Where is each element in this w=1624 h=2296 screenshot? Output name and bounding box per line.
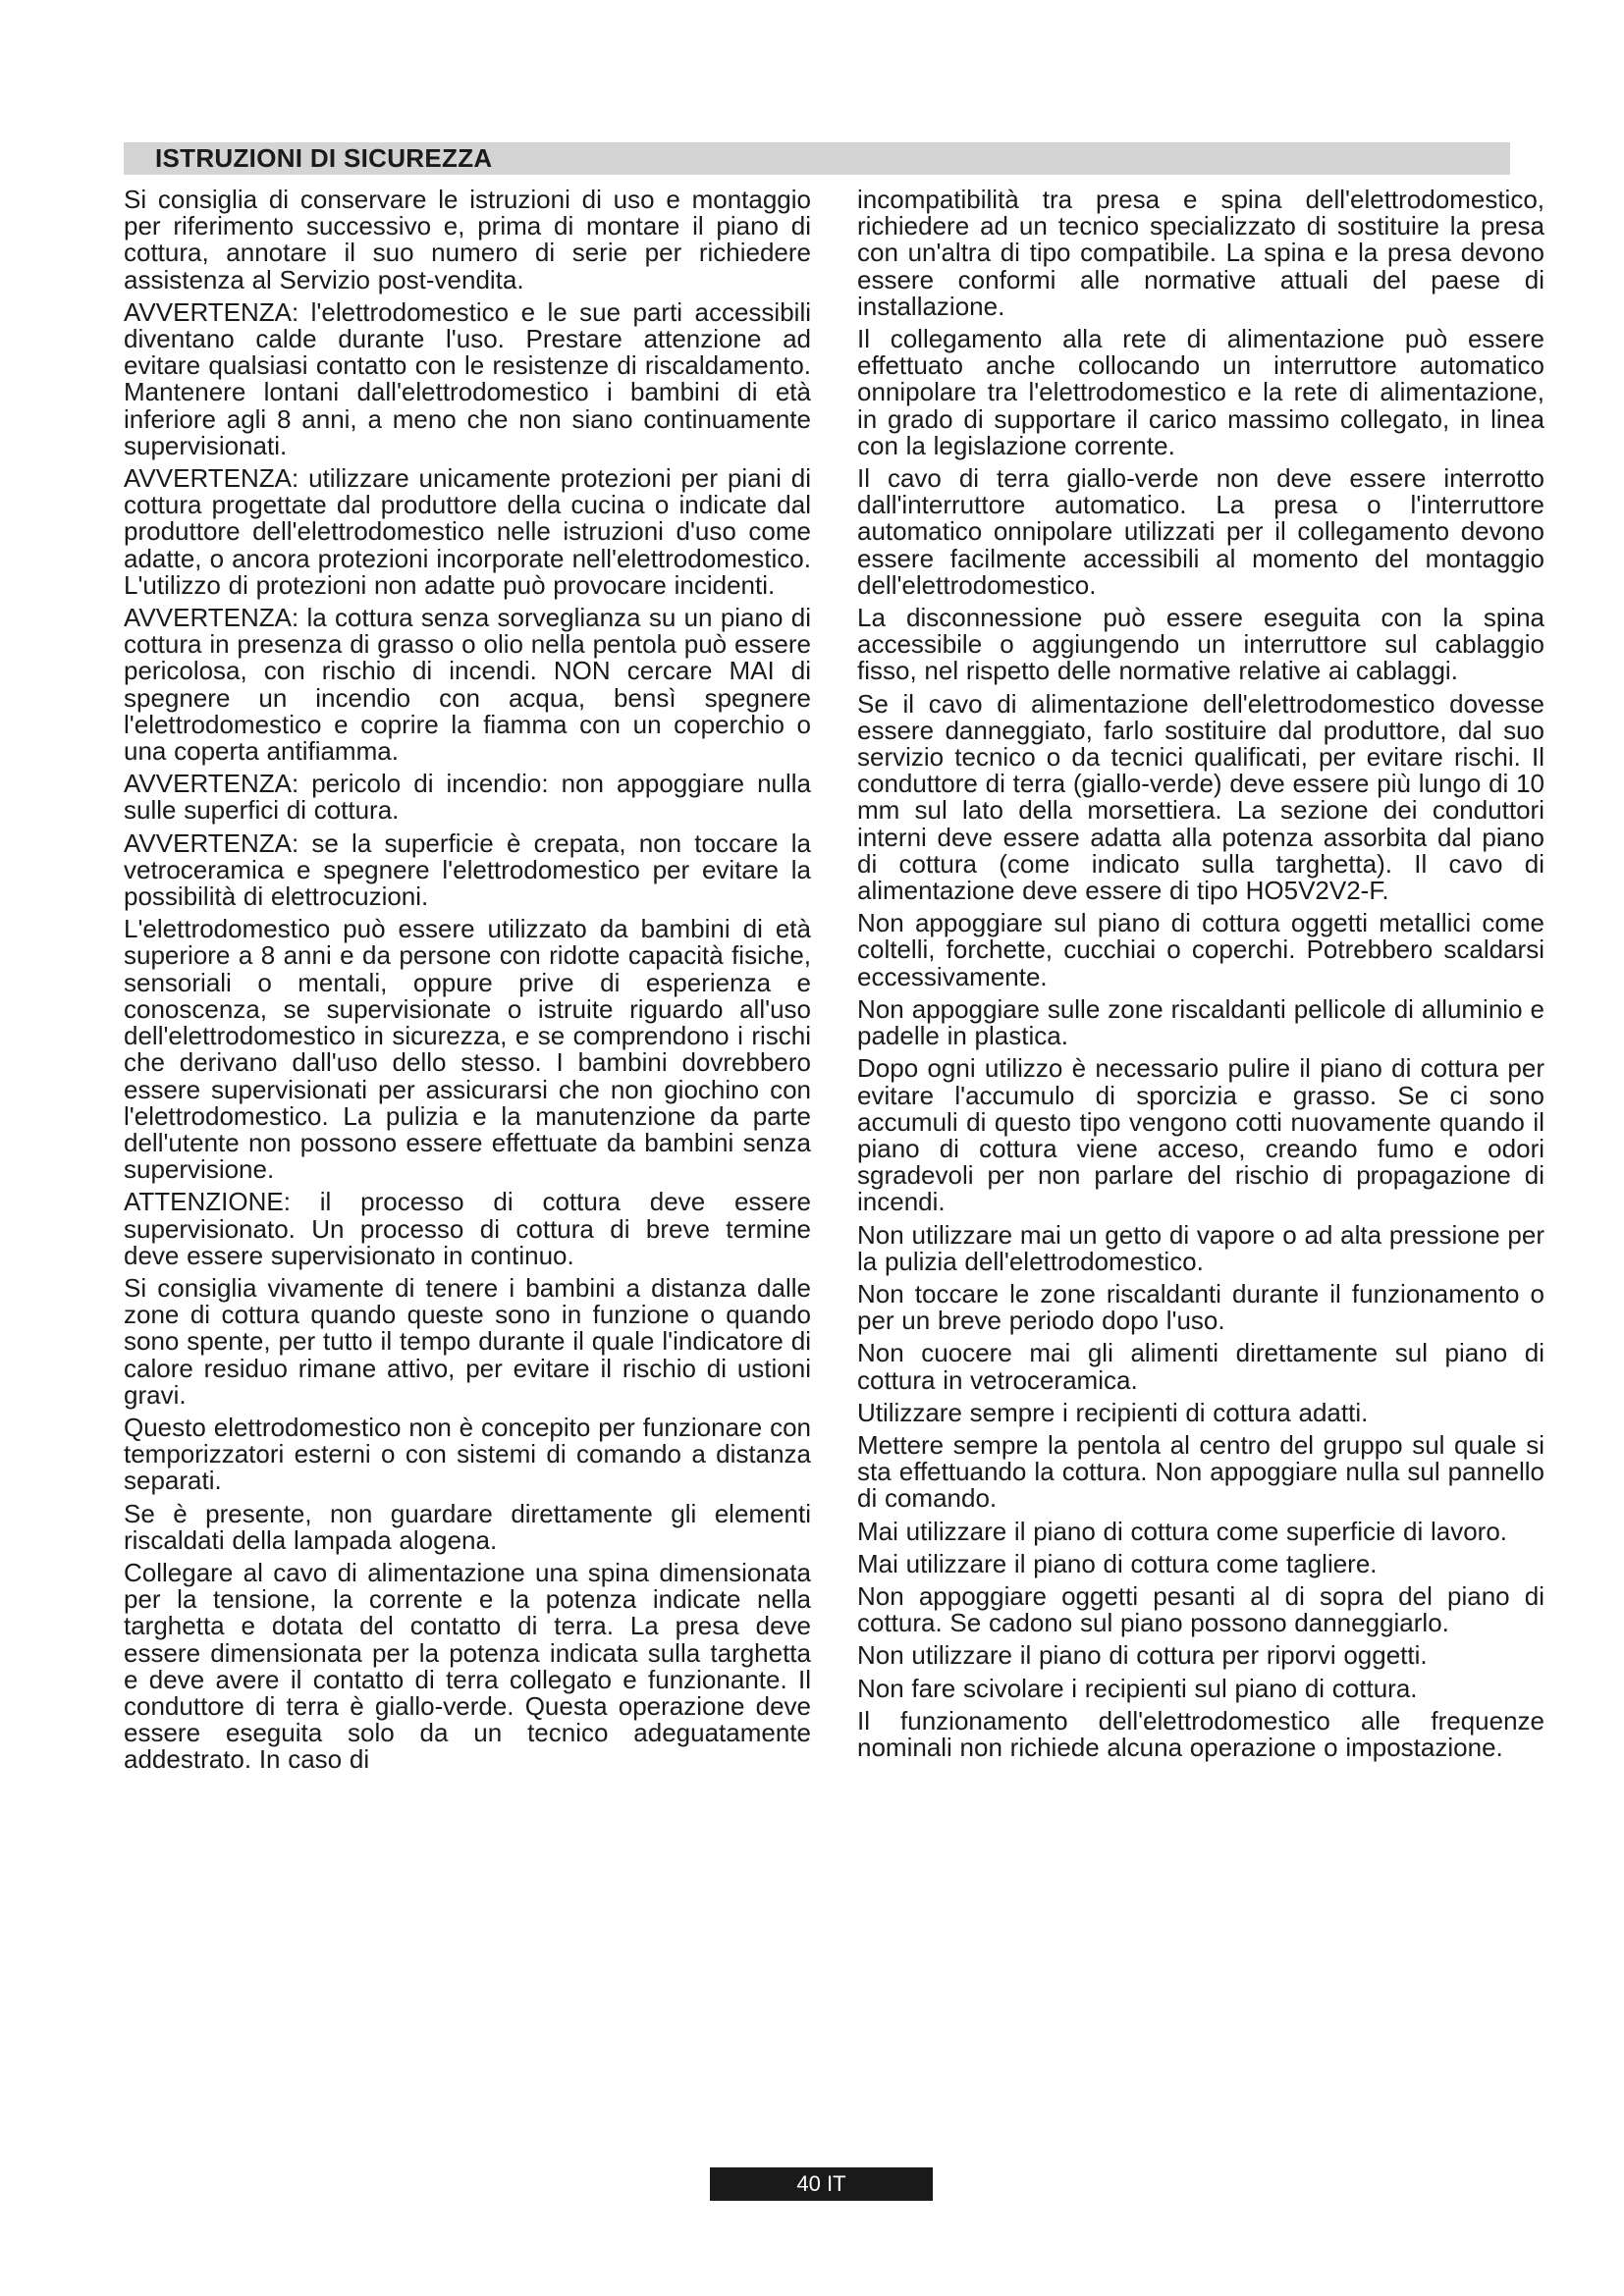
paragraph: Dopo ogni utilizzo è necessario pulire il piano di cottura per evitare l'accumulo di sporcizia e grasso. Se ci sono accumuli di questo tipo vengono cotti nuovamente quando il piano di cottura viene acceso, creando fumo e odori sgradevoli per non parlare del rischio di propagazione di incendi. [857, 1053, 1544, 1217]
paragraph: Non cuocere mai gli alimenti direttamente sul piano di cottura in vetroceramica. [857, 1338, 1544, 1395]
paragraph: Se il cavo di alimentazione dell'elettrodomestico dovesse essere danneggiato, farlo sostituire dal produttore, dal suo servizio tecnico o da tecnici qualificati, per evitare rischi. Il conduttore di terra (giallo-verde) deve essere più lungo di 10 mm sul lato della morsettiera. La sezione dei conduttori interni deve essere adatta alla potenza assorbita dal piano di cottura (come indicato sulla targhetta). Il cavo di alimentazione deve essere di tipo HO5V2V2-F. [857, 688, 1544, 906]
paragraph: Utilizzare sempre i recipienti di cottura adatti. [857, 1397, 1369, 1427]
paragraph: Non appoggiare sul piano di cottura oggetti metallici come coltelli, forchette, cucchiai o coperchi. Potrebbero scaldarsi eccessivamente. [857, 908, 1544, 991]
paragraph: AVVERTENZA: la cottura senza sorveglianza su un piano di cottura in presenza di grasso o olio nella pentola può essere pericolosa, con rischio di incendi. NON cercare MAI di spegnere un incendio con acqua, bensì spegnere l'elettrodomestico e coprire la fiamma con un coperchio o una coperta antifiamma. [124, 603, 811, 767]
paragraph: AVVERTENZA: se la superficie è crepata, non toccare la vetroceramica e spegnere l'elettrodomestico per evitare la possibilità di elettrocuzioni. [124, 828, 811, 912]
paragraph: La disconnessione può essere eseguita con la spina accessibile o aggiungendo un interruttore sul cablaggio fisso, nel rispetto delle normative relative ai cablaggi. [857, 603, 1544, 686]
paragraph: Mettere sempre la pentola al centro del gruppo sul quale si sta effettuando la cottura. Non appoggiare nulla sul pannello di comando. [857, 1429, 1544, 1514]
paragraph: Non appoggiare sulle zone riscaldanti pellicole di alluminio e padelle in plastica. [857, 993, 1544, 1051]
paragraph: Non utilizzare il piano di cottura per riporvi oggetti. [857, 1640, 1428, 1671]
paragraph: Mai utilizzare il piano di cottura come tagliere. [857, 1548, 1378, 1578]
paragraph: AVVERTENZA: pericolo di incendio: non appoggiare nulla sulle superfici di cottura. [124, 769, 811, 826]
paragraph: Il cavo di terra giallo-verde non deve essere interrotto dall'interruttore automatico. La presa o l'interruttore automatico onnipolare utilizzati per il collegamento devono essere facilmente accessibili al momento del montaggio dell'elettrodomestico. [857, 463, 1544, 600]
paragraph: Questo elettrodomestico non è concepito per funzionare con temporizzatori esterni o con sistemi di comando a distanza separati. [124, 1412, 811, 1496]
paragraph: Non utilizzare mai un getto di vapore o ad alta pressione per la pulizia dell'elettrodomestico. [857, 1219, 1544, 1276]
page-number: 40 IT [796, 2171, 846, 2196]
paragraph: Non appoggiare oggetti pesanti al di sopra del piano di cottura. Se cadono sul piano possono danneggiarlo. [857, 1580, 1544, 1638]
left-column [124, 187, 811, 1780]
paragraph: Si consiglia di conservare le istruzioni di uso e montaggio per riferimento successivo e, prima di montare il piano di cottura, annotare il suo numero di serie per richiedere assistenza al Servizio post-vendita. [124, 185, 811, 294]
paragraph: Mai utilizzare il piano di cottura come superficie di lavoro. [857, 1516, 1508, 1546]
paragraph: AVVERTENZA: utilizzare unicamente protezioni per piani di cottura progettate dal produttore della cucina o indicate dal produttore dell'elettrodomestico nelle istruzioni d'uso come adatte, o ancora protezioni incorporate nell'elettrodomestico. L'utilizzo di protezioni non adatte può provocare incidenti. [124, 463, 811, 600]
paragraph: Collegare al cavo di alimentazione una spina dimensionata per la tensione, la corrente e la potenza indicate nella targhetta e dotata del contatto di terra. La presa deve essere dimensionata per la potenza indicata sulla targhetta e deve avere il contatto di terra collegato e funzionante. Il conduttore di terra è giallo-verde. Questa operazione deve essere eseguita solo da un tecnico adeguatamente addestrato. In caso di [124, 1557, 811, 1775]
paragraph: AVVERTENZA: l'elettrodomestico e le sue parti accessibili diventano calde durante l'uso. Prestare attenzione ad evitare qualsiasi contatto con le resistenze di riscaldamento. Mantenere lontani dall'elettrodomestico i bambini di età inferiore agli 8 anni, a meno che non siano continuamente supervisionati. [124, 296, 811, 460]
paragraph: incompatibilità tra presa e spina dell'elettrodomestico, richiedere ad un tecnico specializzato di sostituire la presa con un'altra di tipo compatibile. La spina e la presa devono essere conformi alle normative attuali del paese di installazione. [857, 185, 1544, 321]
section-header-bar [124, 142, 1510, 175]
page-number-bar [710, 2167, 933, 2201]
right-column [857, 187, 1544, 1767]
section-title: ISTRUZIONI DI SICUREZZA [155, 143, 493, 173]
paragraph: Non toccare le zone riscaldanti durante il funzionamento o per un breve periodo dopo l'uso. [857, 1278, 1544, 1336]
paragraph: Il collegamento alla rete di alimentazione può essere effettuato anche collocando un interruttore automatico onnipolare tra l'elettrodomestico e la rete di alimentazione, in grado di supportare il carico massimo collegato, in linea con la legislazione corrente. [857, 324, 1544, 460]
paragraph: L'elettrodomestico può essere utilizzato da bambini di età superiore a 8 anni e da persone con ridotte capacità fisiche, sensoriali o mentali, oppure prive di esperienza e conoscenza, se supervisionate o istruite riguardo all'uso dell'elettrodomestico in sicurezza, e se comprendono i rischi che derivano dall'uso dello stesso. I bambini dovrebbero essere supervisionati per assicurarsi che non giochino con l'elettrodomestico. La pulizia e la manutenzione da parte dell'utente non possono essere effettuate da bambini senza supervisione. [124, 914, 811, 1185]
paragraph: ATTENZIONE: il processo di cottura deve essere supervisionato. Un processo di cottura di breve termine deve essere supervisionato in continuo. [124, 1187, 811, 1270]
paragraph: Si consiglia vivamente di tenere i bambini a distanza dalle zone di cottura quando queste sono in funzione o quando sono spente, per tutto il tempo durante il quale l'indicatore di calore residuo rimane attivo, per evitare il rischio di ustioni gravi. [124, 1272, 811, 1410]
paragraph: Non fare scivolare i recipienti sul piano di cottura. [857, 1673, 1418, 1703]
paragraph: Il funzionamento dell'elettrodomestico alle frequenze nominali non richiede alcuna operazione o impostazione. [857, 1705, 1544, 1762]
paragraph: Se è presente, non guardare direttamente gli elementi riscaldati della lampada alogena. [124, 1498, 811, 1555]
